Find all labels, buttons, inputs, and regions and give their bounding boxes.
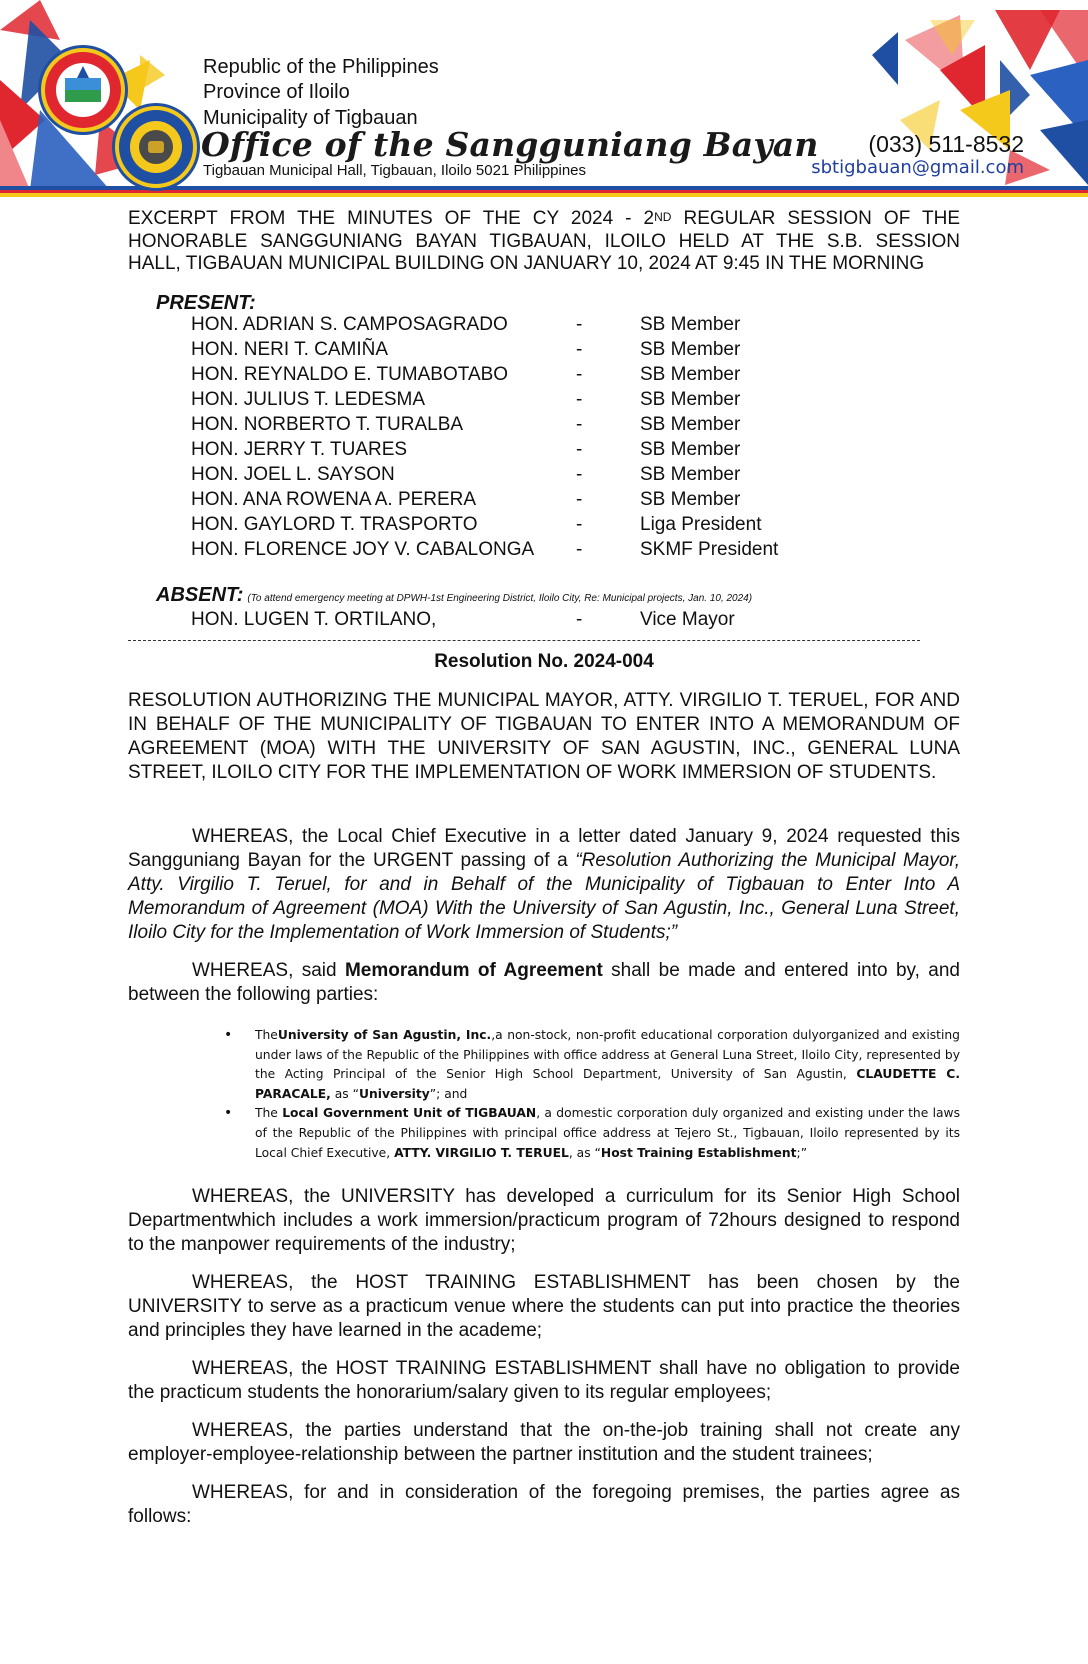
member-dash: - [576, 339, 583, 360]
whereas-4: WHEREAS, the HOST TRAINING ESTABLISHMENT has been chosen by the UNIVERSITY to serve as a practicum venue where the students can put into practice the theories and principles they have learned in the academe; [128, 1272, 960, 1341]
header-office-title: Office of the Sangguniang Bayan [201, 125, 819, 164]
member-name: HON. ADRIAN S. CAMPOSAGRADO [191, 314, 508, 335]
absent-member-row [191, 609, 851, 634]
member-position: Liga President [640, 514, 762, 535]
excerpt-line-1: EXCERPT FROM THE MINUTES OF THE CY 2024 - 2ND REGULAR SESSION OF THE [128, 208, 961, 229]
member-name: HON. JERRY T. TUARES [191, 439, 408, 460]
member-dash: - [576, 609, 583, 630]
member-position: Vice Mayor [640, 609, 735, 630]
member-dash: - [576, 439, 583, 460]
member-position: SB Member [640, 364, 741, 385]
minutes-excerpt [128, 208, 960, 276]
member-dash: - [576, 539, 583, 560]
member-position: SB Member [640, 464, 741, 485]
header-phone: (033) 511-8532 [868, 131, 1024, 157]
member-position: SB Member [640, 389, 741, 410]
resolution-number: Resolution No. 2024-004 [434, 651, 654, 672]
member-name: HON. JULIUS T. LEDESMA [191, 389, 426, 410]
member-position: SB Member [640, 314, 741, 335]
member-row [191, 489, 851, 514]
member-position: SB Member [640, 414, 741, 435]
whereas-1-quote: “Resolution Authorizing the Municipal Mayor, Atty. Virgilio T. Teruel, for and in Behalf of the Municipality of Tigbauan to Enter Into A Memorandum of Agreement (MOA) With the University of San Agustin, Inc., General Luna Street, Iloilo City for the Implementation of Work Immersion of Students;” [128, 850, 960, 943]
member-name: HON. GAYLORD T. TRASPORTO [191, 514, 478, 535]
resolution-title: RESOLUTION AUTHORIZING THE MUNICIPAL MAYOR, ATTY. VIRGILIO T. TERUEL, FOR AND IN BEHALF OF THE MUNICIPALITY OF TIGBAUAN TO ENTER INTO A MEMORANDUM OF AGREEMENT (MOA) WITH THE UNIVERSITY OF SAN AGUSTIN, INC., GENERAL LUNA STREET, ILOILO CITY FOR THE IMPLEMENTATION OF WORK IMMERSION OF STUDENTS. [128, 690, 960, 783]
member-row [191, 514, 851, 539]
sangguniang-bayan-seal [112, 103, 200, 191]
header-country: Republic of the Philippines [203, 56, 439, 78]
header-province: Province of Iloilo [203, 81, 350, 103]
member-name: HON. LUGEN T. ORTILANO, [191, 609, 437, 630]
whereas-1: WHEREAS, the Local Chief Executive in a letter dated January 9, 2024 requested this Sangguniang Bayan for the URGENT passing of a “Resolution Authorizing the Municipal Mayor, Atty. Virgilio T. Teruel, for and in Behalf of the Municipality of Tigbauan to Enter Into A Memorandum of Agreement (MOA) With the University of San Agustin, Inc., General Luna Street, Iloilo City for the Implementation of Work Immersion of Students;” [128, 826, 960, 943]
member-row [191, 414, 851, 439]
member-row [191, 389, 851, 414]
member-dash: - [576, 514, 583, 535]
whereas-5: WHEREAS, the HOST TRAINING ESTABLISHMENT shall have no obligation to provide the practicum students the honorarium/salary given to its regular employees; [128, 1358, 960, 1403]
member-row [191, 464, 851, 489]
absent-note: (To attend emergency meeting at DPWH-1st Engineering District, Iloilo City, Re: Municipal projects, Jan. 10, 2024) [247, 593, 753, 604]
member-dash: - [576, 314, 583, 335]
member-row [191, 364, 851, 389]
whereas-6: WHEREAS, the parties understand that the on-the-job training shall not create any employer-employee-relationship between the partner institution and the student trainees; [128, 1420, 960, 1465]
member-name: HON. NERI T. CAMIÑA [191, 339, 389, 360]
member-name: HON. FLORENCE JOY V. CABALONGA [191, 539, 535, 560]
member-dash: - [576, 364, 583, 385]
dashed-separator [128, 640, 920, 641]
member-dash: - [576, 389, 583, 410]
absent-label: ABSENT: (To attend emergency meeting at DPWH-1st Engineering District, Iloilo City, Re: Municipal projects, Jan. 10, 2024) [156, 584, 753, 606]
member-name: HON. ANA ROWENA A. PERERA [191, 489, 477, 510]
header-address: Tigbauan Municipal Hall, Tigbauan, Iloilo 5021 Philippines [203, 162, 587, 179]
member-position: SB Member [640, 489, 741, 510]
party-university: • TheUniversity of San Agustin, Inc.,a non-stock, non-profit educational corporation dulyorganized and existing under laws of the Republic of the Philippines with office address at General Luna Street, Iloilo City, represented by the Acting Principal of the Senior High School Department, University of San Agustin, CLAUDETTE C. PARACALE, as “University”; and [224, 1026, 960, 1104]
member-dash: - [576, 414, 583, 435]
whereas-3: WHEREAS, the UNIVERSITY has developed a curriculum for its Senior High School Departmentwhich includes a work immersion/practicum program of 72hours designed to respond to the manpower requirements of the industry; [128, 1186, 960, 1255]
member-name: HON. NORBERTO T. TURALBA [191, 414, 464, 435]
member-row [191, 339, 851, 364]
member-name: HON. REYNALDO E. TUMABOTABO [191, 364, 509, 385]
present-label: PRESENT: [156, 292, 256, 314]
excerpt-line-2: HONORABLE SANGGUNIANG BAYAN TIGBAUAN, ILOILO HELD AT THE S.B. SESSION [128, 230, 960, 252]
member-row [191, 539, 851, 564]
header-municipality: Municipality of Tigbauan [203, 107, 418, 129]
member-name: HON. JOEL L. SAYSON [191, 464, 395, 485]
parties-list [224, 1026, 960, 1163]
member-position: SB Member [640, 439, 741, 460]
party-lgu: • The Local Government Unit of TIGBAUAN, a domestic corporation duly organized and existing under the laws of the Republic of the Philippines with principal office address at Tejero St., Tigbauan, Iloilo represented by its Local Chief Executive, ATTY. VIRGILIO T. TERUEL, as “Host Training Establishment;” [224, 1104, 960, 1163]
member-position: SKMF President [640, 539, 779, 560]
letterhead [0, 0, 1088, 210]
excerpt-line-3: HALL, TIGBAUAN MUNICIPAL BUILDING ON JANUARY 10, 2024 AT 9:45 IN THE MORNING [128, 253, 925, 274]
whereas-2: WHEREAS, said Memorandum of Agreement shall be made and entered into by, and between the following parties: [128, 960, 960, 1005]
yellow-bar [0, 193, 1088, 197]
whereas-7: WHEREAS, for and in consideration of the foregoing premises, the parties agree as follows: [128, 1482, 960, 1527]
member-dash: - [576, 489, 583, 510]
member-row [191, 314, 851, 339]
header-email: sbtigbauan@gmail.com [811, 157, 1024, 178]
member-dash: - [576, 464, 583, 485]
member-position: SB Member [640, 339, 741, 360]
member-row [191, 439, 851, 464]
